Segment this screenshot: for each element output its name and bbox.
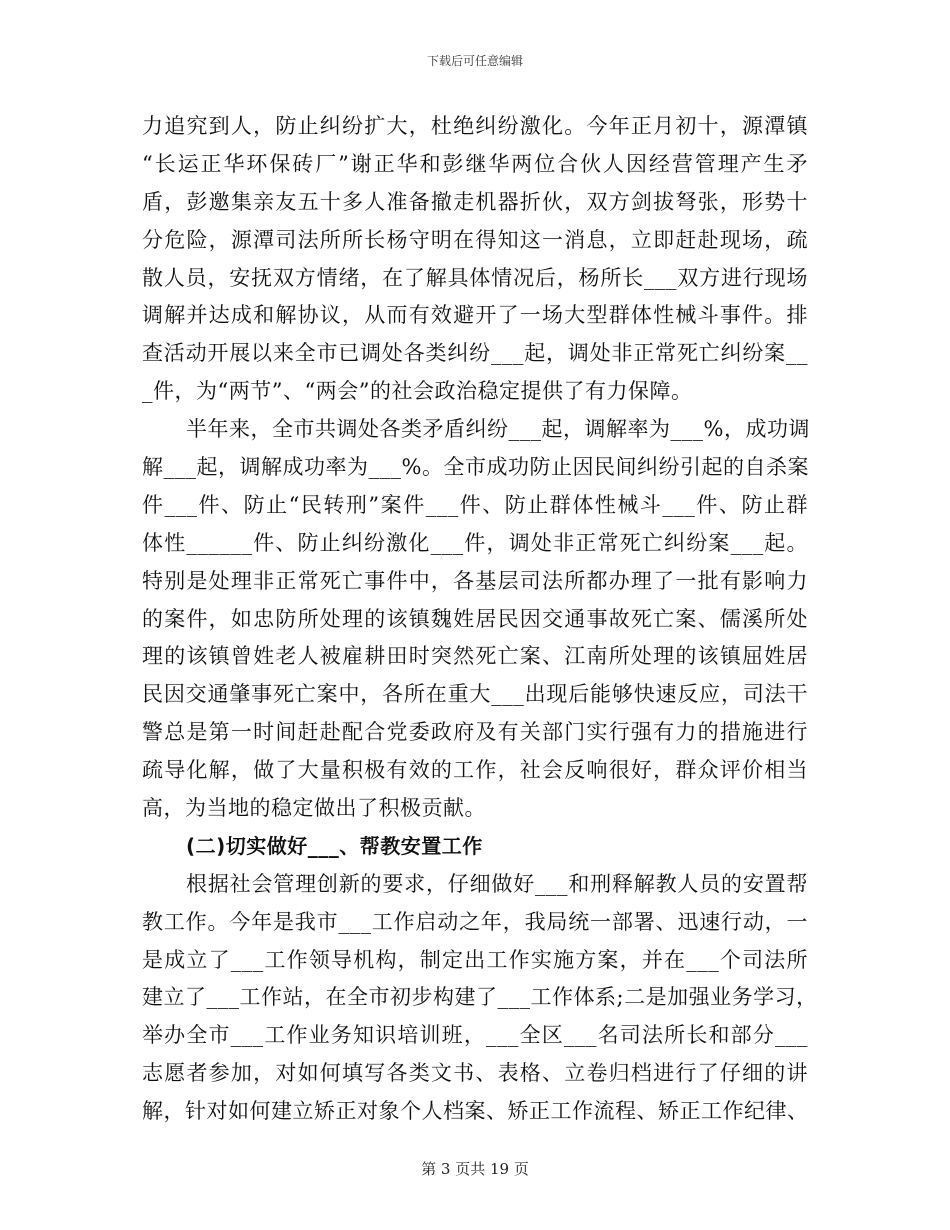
body-line: 盾，彭邀集亲友五十多人准备撤走机器折伙，双方剑拔弩张，形势十	[142, 189, 808, 214]
body-line: “长运正华环保砖厂”谢正华和彭继华两位合伙人因经营管理产生矛	[142, 151, 808, 176]
body-line: 民因交通肇事死亡案中，各所在重大___出现后能够快速反应，司法干	[142, 682, 808, 707]
body-line: 理的该镇曾姓老人被雇耕田时突然死亡案、江南所处理的该镇屈姓居	[142, 644, 808, 669]
body-line: 高，为当地的稳定做出了积极贡献。	[142, 796, 486, 821]
body-line: 教工作。今年是我市___工作启动之年，我局统一部署、迅速行动，一	[142, 909, 808, 934]
body-line: 特别是处理非正常死亡事件中，各基层司法所都办理了一批有影响力	[142, 568, 808, 593]
body-line: 解，针对如何建立矫正对象个人档案、矫正工作流程、矫正工作纪律、	[142, 1099, 809, 1124]
body-line: 志愿者参加，对如何填写各类文书、表格、立卷归档进行了仔细的讲	[142, 1061, 808, 1086]
page-header: 下载后可任意编辑	[426, 54, 523, 68]
body-line: 调解并达成和解协议，从而有效避开了一场大型群体性械斗事件。排	[142, 303, 808, 328]
document-body	[142, 108, 818, 1131]
body-line: 警总是第一时间赶赴配合党委政府及有关部门实行强有力的措施进行	[142, 720, 808, 745]
body-line: 建立了___工作站，在全市初步构建了___工作体系;二是加强业务学习，	[142, 985, 818, 1010]
paragraph-start-line: 半年来，全市共调处各类矛盾纠纷___起，调解率为___%，成功调	[186, 417, 810, 442]
body-line: 散人员，安抚双方情绪，在了解具体情况后，杨所长___双方进行现场	[142, 265, 808, 290]
body-line: 体性______件、防止纠纷激化___件，调处非正常死亡纠纷案___起。	[142, 530, 808, 555]
body-line: 疏导化解，做了大量积极有效的工作，社会反响很好，群众评价相当	[142, 758, 808, 783]
paragraph-start-line: 根据社会管理创新的要求，仔细做好___和刑释解教人员的安置帮	[186, 871, 808, 896]
body-line: 解___起，调解成功率为___%。全市成功防止因民间纠纷引起的自杀案	[142, 455, 809, 480]
body-line: 查活动开展以来全市已调处各类纠纷___起，调处非正常死亡纠纷案__	[142, 341, 808, 366]
body-line: 力追究到人，防止纠纷扩大，杜绝纠纷激化。今年正月初十，源潭镇	[142, 114, 808, 138]
section-heading: (二)切实做好___、帮教安置工作	[186, 833, 483, 858]
page-number: 第 3 页共 19 页	[421, 1160, 529, 1178]
body-line: 举办全市___工作业务知识培训班，___全区___名司法所长和部分___	[142, 1023, 808, 1048]
body-line: _件，为“两节”、“两会”的社会政治稳定提供了有力保障。	[142, 379, 693, 404]
body-line: 分危险，源潭司法所所长杨守明在得知这一消息，立即赶赴现场，疏	[142, 227, 808, 252]
body-line: 件___件、防止“民转刑”案件___件、防止群体性械斗___件、防止群	[142, 492, 808, 517]
body-line: 的案件，如忠防所处理的该镇魏姓居民因交通事故死亡案、儒溪所处	[142, 606, 808, 631]
body-line: 是成立了___工作领导机构，制定出工作实施方案，并在___个司法所	[142, 947, 808, 972]
